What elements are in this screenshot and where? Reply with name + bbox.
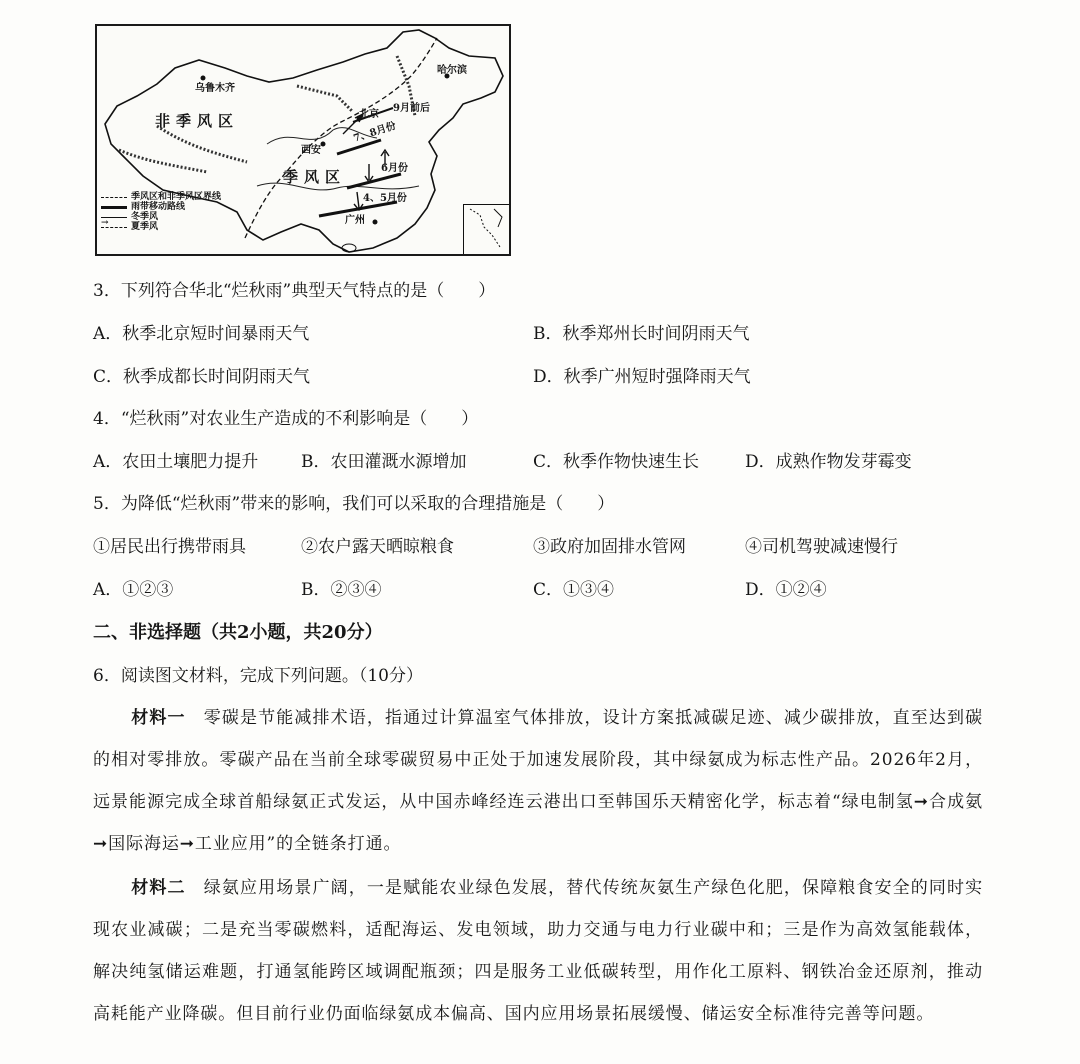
q5-option-a[interactable]: A．①②③ — [93, 580, 174, 600]
label-beijing: 北京 — [359, 109, 379, 120]
legend-winter-monsoon: → 冬季风 — [101, 212, 159, 228]
label-guangzhou: 广州 — [345, 215, 365, 226]
q3-option-c[interactable]: C．秋季成都长时间阴雨天气 — [93, 367, 311, 387]
legend-summer-monsoon: 夏季风 — [101, 222, 221, 232]
q4-option-b[interactable]: B．农田灌溉水源增加 — [301, 452, 467, 472]
section-2-heading: 二、非选择题（共2小题，共20分） — [93, 622, 383, 643]
q3-option-b[interactable]: B．秋季郑州长时间阴雨天气 — [533, 324, 750, 344]
city-dot — [321, 142, 326, 147]
label-xian: 西安 — [301, 145, 321, 156]
hainan-island — [342, 244, 356, 252]
q5-option-d[interactable]: D．①②④ — [745, 580, 827, 600]
q5-option-c[interactable]: C．①③④ — [533, 580, 615, 600]
question-4-stem: 4．“烂秋雨”对农业生产造成的不利影响是（ ） — [93, 409, 479, 429]
question-5-stem: 5．为降低“烂秋雨”带来的影响，我们可以采取的合理措施是（ ） — [93, 494, 615, 514]
city-dot — [373, 220, 378, 225]
mountain-range — [297, 86, 353, 112]
q5-measure-3: ③政府加固排水管网 — [533, 537, 686, 557]
q4-option-d[interactable]: D．成熟作物发芽霉变 — [745, 452, 912, 472]
question-6-stem: 6．阅读图文材料，完成下列问题。（10分） — [93, 666, 423, 686]
q3-option-a[interactable]: A．秋季北京短时间暴雨天气 — [93, 324, 310, 344]
q4-option-c[interactable]: C．秋季作物快速生长 — [533, 452, 700, 472]
material-2-label: 材料二 — [131, 878, 186, 898]
city-dot — [201, 76, 206, 81]
label-apr-may: 4、5月份 — [363, 193, 407, 204]
q5-measure-2: ②农户露天晒晾粮食 — [301, 537, 454, 557]
material-1-text: 零碳是节能减排术语，指通过计算温室气体排放，设计方案抵减碳足迹、减少碳排放，直至达到碳的相对零排放。零碳产品在当前全球零碳贸易中正处于加速发展阶段，其中绿氨成为标志性产品。2026年2月，远景能源完成全球首船绿氨正式发运，从中国赤峰经连云港出口至韩国乐天精密化学，标志着“绿电制氢➞合成氨➞国际海运➞工业应用”的全链条打通。 — [93, 708, 984, 854]
monsoon-boundary — [245, 38, 437, 238]
material-1-paragraph — [93, 697, 983, 865]
label-sep: 9月前后 — [393, 103, 430, 114]
mountain-range — [119, 150, 207, 172]
map-legend — [101, 192, 221, 232]
question-3-stem: 3．下列符合华北“烂秋雨”典型天气特点的是（ ） — [93, 281, 496, 301]
material-2-paragraph — [93, 867, 983, 1035]
mountain-range — [157, 126, 247, 162]
label-jul-aug: 7、8月份 — [352, 120, 398, 145]
monsoon-rain-belt-map — [95, 24, 511, 256]
q5-option-b[interactable]: B．②③④ — [301, 580, 382, 600]
rain-belt-line — [347, 174, 401, 188]
material-1-label: 材料一 — [131, 708, 186, 728]
q3-option-d[interactable]: D．秋季广州短时强降雨天气 — [533, 367, 751, 387]
label-urumqi: 乌鲁木齐 — [195, 83, 235, 94]
q5-measure-1: ①居民出行携带雨具 — [93, 537, 246, 557]
label-harbin: 哈尔滨 — [437, 65, 467, 76]
south-china-sea-inset — [463, 204, 511, 256]
q4-option-a[interactable]: A．农田土壤肥力提升 — [93, 452, 259, 472]
label-jun: 6月份 — [381, 163, 408, 174]
material-2-text: 绿氨应用场景广阔，一是赋能农业绿色发展，替代传统灰氨生产绿色化肥，保障粮食安全的同时实现农业减碳；二是充当零碳燃料，适配海运、发电领域，助力交通与电力行业碳中和；三是作为高效氢能载体，解决纯氢储运难题，打通氢能跨区域调配瓶颈；四是服务工业低碳转型，用作化工原料、钢铁冶金还原剂，推动高耗能产业降碳。但目前行业仍面临绿氨成本偏高、国内应用场景拓展缓慢、储运安全标准待完善等问题。 — [93, 878, 984, 1024]
label-monsoon: 季风区 — [283, 168, 347, 186]
q5-measure-4: ④司机驾驶减速慢行 — [745, 537, 898, 557]
label-non-monsoon: 非季风区 — [155, 112, 240, 130]
rain-belt-arrow — [365, 164, 373, 182]
legend-boundary: 季风区和非季风区界线 — [101, 192, 221, 202]
legend-rain-belt: 雨带移动路线 — [101, 202, 221, 212]
